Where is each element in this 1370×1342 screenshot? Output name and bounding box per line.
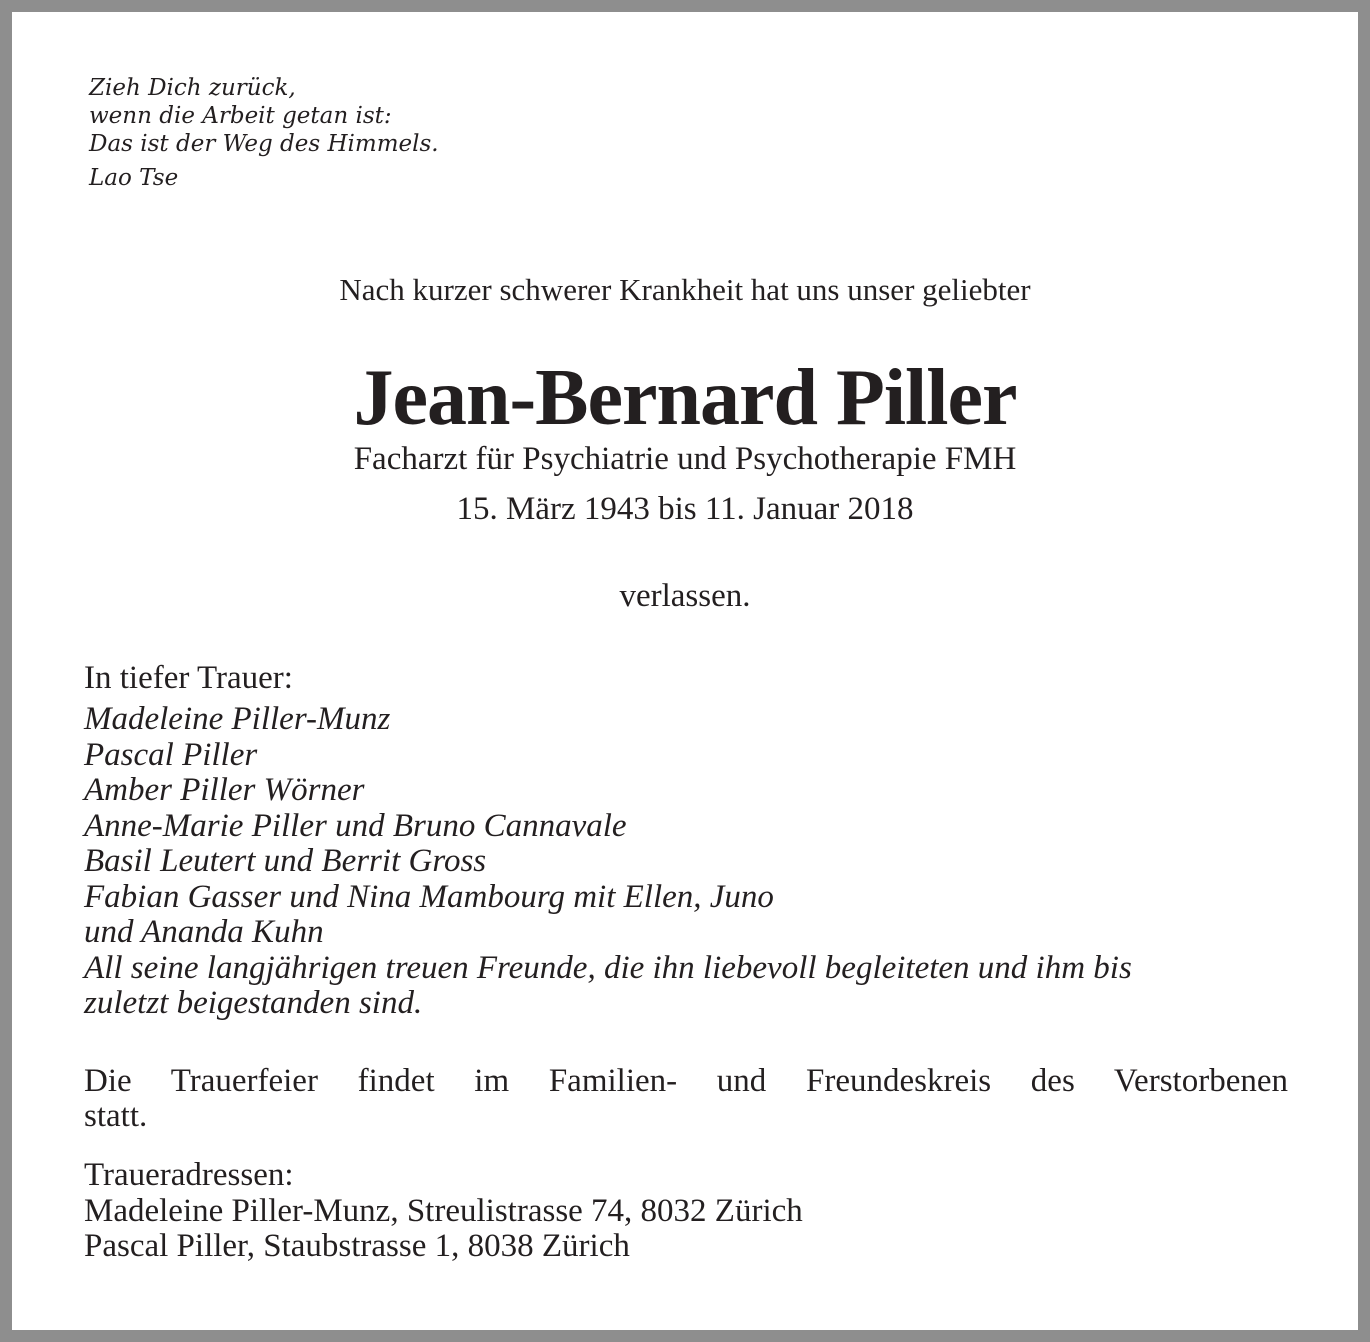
life-dates: 15. März 1943 bis 11. Januar 2018 bbox=[456, 491, 914, 527]
mourner-name: Pascal Piller bbox=[84, 736, 258, 773]
ceremony-line: statt. bbox=[84, 1098, 148, 1134]
motto-line: Zieh Dich zurück, bbox=[89, 75, 296, 101]
ceremony-note bbox=[84, 1064, 1288, 1134]
ceremony-line: Die Trauerfeier findet im Familien- und Freundeskreis des Verstorbenen bbox=[84, 1063, 1288, 1099]
mourners-section bbox=[84, 658, 1288, 1022]
closing-text: verlassen. bbox=[619, 578, 751, 614]
mourning-addresses bbox=[84, 1158, 1288, 1265]
mourner-name: Anne-Marie Piller und Bruno Cannavale bbox=[84, 807, 627, 844]
mourners-list bbox=[84, 702, 1288, 1022]
mourner-name: zuletzt beigestanden sind. bbox=[84, 985, 423, 1021]
obituary-notice bbox=[12, 12, 1358, 1330]
deceased-name: Jean-Bernard Piller bbox=[353, 354, 1017, 442]
mourner-name: Madeleine Piller-Munz bbox=[84, 701, 391, 737]
profession: Facharzt für Psychiatrie und Psychotherapie FMH bbox=[353, 441, 1017, 477]
mourner-name: Amber Piller Wörner bbox=[84, 772, 365, 808]
address-line: Pascal Piller, Staubstrasse 1, 8038 Zürich bbox=[84, 1228, 630, 1264]
mourner-name: All seine langjährigen treuen Freunde, die ihn liebevoll begleiteten und ihm bis bbox=[84, 949, 1132, 986]
mourner-name: und Ananda Kuhn bbox=[84, 914, 324, 950]
motto-line: wenn die Arbeit getan ist: bbox=[89, 103, 392, 129]
intro-text: Nach kurzer schwerer Krankheit hat uns unser geliebter bbox=[339, 272, 1031, 307]
mourner-name: Fabian Gasser und Nina Mambourg mit Ellen, Juno bbox=[84, 878, 774, 915]
motto-author: Lao Tse bbox=[89, 165, 179, 191]
address-line: Madeleine Piller-Munz, Streulistrasse 74, 8032 Zürich bbox=[84, 1192, 803, 1229]
addresses-heading: Traueradressen: bbox=[84, 1157, 294, 1193]
motto-quote bbox=[89, 74, 439, 192]
mourner-name: Basil Leutert und Berrit Gross bbox=[84, 843, 487, 879]
mourners-heading: In tiefer Trauer: bbox=[84, 660, 293, 696]
motto-line: Das ist der Weg des Himmels. bbox=[89, 131, 439, 157]
